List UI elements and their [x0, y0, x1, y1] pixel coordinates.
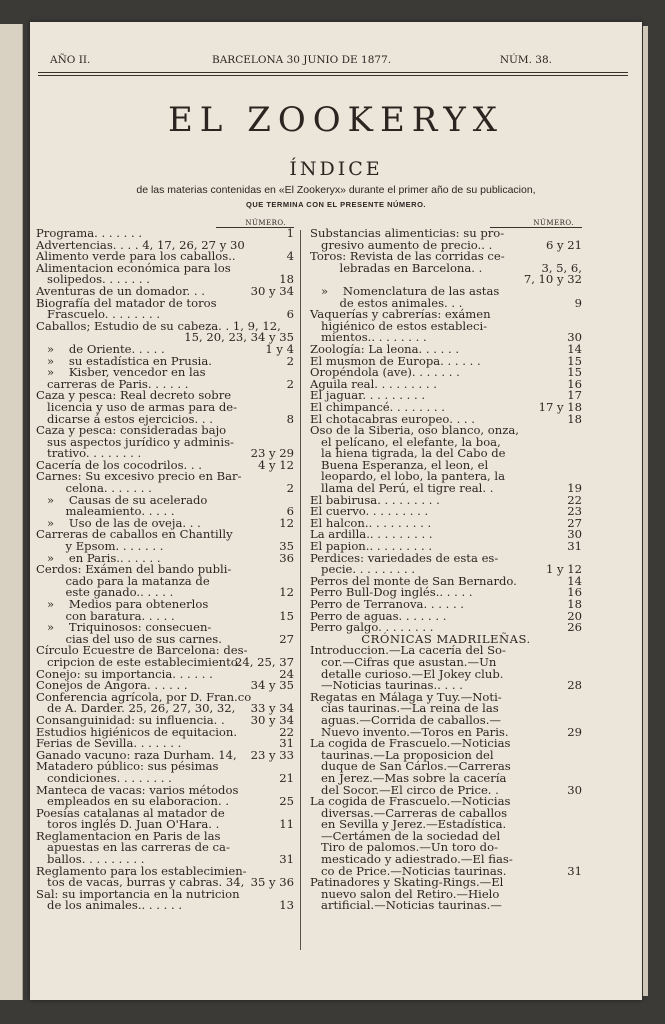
entry-issue-numbers: 1 y 12 [545, 562, 582, 577]
index-entry [36, 529, 294, 552]
index-entry [36, 367, 294, 390]
entry-text: Consanguinidad: su influencia. . [36, 712, 225, 727]
entry-issue-numbers: 27 [279, 631, 294, 646]
entry-issue-numbers: 29 [567, 724, 582, 739]
index-entry [310, 796, 582, 877]
entry-text: Cerdos: Exámen del bando publi- cado para la matanza de este ganado.. . . . . [36, 562, 232, 600]
index-entry [36, 828, 294, 867]
entry-text: El chotacabras europeo. . . . [310, 411, 475, 426]
entry-text: El papion.. . . . . . . . . [310, 539, 433, 554]
index-entry [36, 564, 294, 599]
index-entry [310, 283, 582, 310]
index-entry [310, 251, 582, 274]
index-entry [36, 390, 294, 425]
entry-issue-numbers: 31 [279, 852, 294, 867]
entry-issue-numbers: 35 y 36 [250, 875, 294, 890]
index-entry [36, 260, 294, 287]
entry-text: » en Paris.. . . . . . [36, 550, 161, 565]
entry-issue-numbers: 31 [567, 863, 582, 878]
entry-issue-numbers: 24 [279, 666, 294, 681]
header-rule-2 [38, 75, 628, 76]
entry-issue-numbers: 31 [567, 539, 582, 554]
index-entry [36, 805, 294, 832]
entry-issue-numbers: 14 [567, 573, 582, 588]
entry-issue-numbers: 25 [279, 794, 294, 809]
entry-issue-numbers: 23 y 33 [250, 747, 294, 762]
entry-text: Vaquerías y cabrerías: exámen higiénico de estos estableci- mientos.. . . . . . . . [310, 307, 491, 345]
entry-issue-numbers: 3, 5, 6, [541, 260, 582, 275]
entry-text: Toros: Revista de las corridas ce- lebradas en Barcelona. . [310, 249, 505, 275]
entry-issue-numbers: 30 y 34 [250, 712, 294, 727]
entry-text: Círculo Ecuestre de Barcelona: des- cripcion de este establecimiento. [36, 643, 248, 669]
entry-text: La cogida de Frascuelo.—Noticias taurinas.—La proposicion del duque de San Cárlos.—Carreras en Jerez.—Mas sobre la cacería del Socor.—El circo de Price. . [310, 736, 511, 797]
index-entry [310, 738, 582, 796]
index-entry [310, 309, 582, 344]
entry-text: Reglamentacion en Paris de las apuestas en las carreras de ca- ballos. . . . . . . . . [36, 828, 230, 867]
entry-text: Perdices: variedades de esta es- pecie. . . . . . . . . [310, 550, 499, 577]
entry-text: Conejo: su importancia. . . . . . [36, 666, 213, 681]
entry-text: Caballos; Estudio de su cabeza. . 1, 9, 12, [36, 318, 281, 333]
entry-text: Introduccion.—La cacería del So- cor.—Cifras que asustan.—Un detalle curioso.—El Jokey club. —Noticias taurinas.. . . . [310, 643, 506, 693]
entry-issue-numbers: 16 [567, 585, 582, 600]
index-entry [36, 761, 294, 784]
entry-text: El halcon.. . . . . . . . . [310, 515, 432, 530]
entry-text: Carnes: Su excesivo precio en Bar- celona. . . . . . . [36, 469, 242, 496]
entry-text: Alimentacion económica para los solipedos. . . . . . . [36, 260, 231, 287]
entry-text: Biografía del matador de toros Frascuelo. . . . . . . . [36, 295, 217, 322]
entry-issue-numbers: 2 [286, 353, 294, 368]
entry-issue-numbers: 18 [279, 272, 294, 287]
header-rule [38, 72, 628, 73]
entry-text: Ganado vacuno: raza Durham. 14, [36, 747, 237, 762]
entry-text: Aventuras de un domador. . . [36, 283, 205, 298]
entry-issue-numbers: 30 [567, 330, 582, 345]
entry-text: Alimento verde para los caballos.. [36, 249, 236, 264]
entry-text: » Nomenclatura de las astas de estos animales. . . [321, 283, 500, 310]
entry-issue-numbers: 15 [567, 365, 582, 380]
entry-issue-numbers: 2 [286, 481, 294, 496]
entry-text: Zoología: La leona. . . . . . [310, 341, 460, 356]
entry-issue-numbers: 36 [279, 550, 294, 565]
entry-issue-numbers: 15, 20, 23, 34 y 35 [184, 330, 294, 345]
entry-text: El musmon de Europa. . . . . . [310, 353, 481, 368]
left-column [36, 219, 294, 912]
index-entry [36, 599, 294, 622]
entry-text: Perro de Terranova. . . . . . [310, 597, 464, 611]
entry-text: Conejos de Angora. . . . . . [36, 678, 188, 693]
index-entry [310, 228, 582, 251]
entry-issue-numbers: 11 [279, 817, 294, 832]
right-column [310, 219, 582, 912]
index-entry [310, 689, 582, 739]
entry-text: » Causas de su acelerado maleamiento. . . . . [47, 492, 208, 519]
entry-issue-numbers: 12 [279, 585, 294, 600]
entry-issue-numbers: 18 [567, 411, 582, 426]
entry-text: Aguila real. . . . . . . . . [310, 376, 437, 391]
index-entry [36, 425, 294, 460]
entry-issue-numbers: 1 y 4 [265, 341, 294, 356]
entry-text: » Uso de las de oveja. . . [36, 515, 201, 530]
entry-issue-numbers: 35 [279, 539, 294, 554]
entry-issue-numbers: 6 [286, 307, 294, 322]
entry-text: Perro galgo. . . . . . . . [310, 620, 434, 635]
entry-text: Patinadores y Skating-Rings.—El nuevo salon del Retiro.—Hielo artificial.—Noticias taurinas.— [310, 875, 504, 913]
entry-text: Advertencias. . . . 4, 17, 26, 27 y 30 [36, 237, 245, 252]
index-entry [36, 622, 294, 645]
entry-text: Regatas en Málaga y Tuy.—Noti- cias taurinas.—La reina de las aguas.—Corrida de caballos.— Nuevo invento.—Toros en Paris. [310, 689, 509, 739]
entry-text: El jaguar. . . . . . . . . [310, 388, 426, 403]
entry-issue-numbers: 30 y 34 [250, 283, 294, 298]
entry-text: El cuervo. . . . . . . . . [310, 504, 429, 519]
entry-text: » Kisber, vencedor en las carreras de Paris. . . . . . [47, 365, 206, 391]
entry-text: Perro de aguas. . . . . . . [310, 608, 447, 623]
entry-text: La cogida de Frascuelo.—Noticias diversas.—Carreras de caballos en Sevilla y Jerez.—Estadística. —Certámen de la sociedad del Tiro de palomos.—Un toro do- mesticado y adiestrado.—El fias- co de Price.—Noticias taurinas. [310, 794, 513, 878]
index-entry [310, 622, 582, 634]
entry-text: Substancias alimenticias: su pro- gresivo aumento de precio.. . [310, 226, 505, 252]
entry-issue-numbers: 22 [279, 724, 294, 739]
entry-text: Perro Bull-Dog inglés.. . . . . [310, 585, 473, 600]
entry-issue-numbers: 15 [567, 353, 582, 368]
index-subtitle-2: QUE TERMINA CON EL PRESENTE NÚMERO. [245, 200, 426, 209]
entry-issue-numbers: 28 [567, 678, 582, 693]
entry-text: » de Oriente. . . . . [36, 341, 165, 356]
entry-text: Matadero público: sus pésimas condiciones. . . . . . . . [36, 759, 219, 785]
entry-issue-numbers: 26 [567, 620, 582, 635]
index-entry [36, 886, 294, 913]
index-entry [310, 877, 582, 912]
index-title: ÍNDICE [289, 158, 383, 180]
entry-issue-numbers: 17 [567, 388, 582, 403]
index-entry [36, 863, 294, 890]
newspaper-page [30, 22, 642, 1000]
entry-text: Estudios higiénicos de equitacion. [36, 724, 238, 739]
entry-text: El babirusa. . . . . . . . . [310, 492, 440, 507]
left-column-header: NÚMERO. [216, 219, 294, 228]
entry-issue-numbers: 31 [279, 736, 294, 751]
index-entry [36, 492, 294, 519]
entry-issue-numbers: 19 [567, 481, 582, 496]
entry-issue-numbers: 4 y 12 [257, 457, 294, 472]
entry-issue-numbers: 15 [279, 608, 294, 623]
entry-issue-numbers: 34 y 35 [250, 678, 294, 693]
entry-text: Manteca de vacas: varios métodos empleados en su elaboracion. . [36, 782, 239, 809]
entry-text: Programa. . . . . . . [36, 226, 143, 240]
entry-text: Oropéndola (ave). . . . . . . [310, 365, 460, 380]
entry-issue-numbers: 33 y 34 [250, 701, 294, 716]
entry-issue-numbers: 9 [574, 295, 582, 310]
entry-text: Reglamento para los establecimien- tos de vacas, burras y cabras. 34, [36, 863, 247, 890]
dateline: BARCELONA 30 JUNIO DE 1877. [212, 54, 392, 66]
entry-text: Conferencia agrícola, por D. Fran.co de A. Darder. 25, 26, 27, 30, 32, [36, 689, 252, 716]
entry-issue-numbers: 18 [567, 597, 582, 611]
index-entry [36, 645, 294, 668]
column-separator [300, 230, 301, 950]
entry-text: Carreras de caballos en Chantilly y Epsom. . . . . . . [36, 527, 233, 554]
entry-issue-numbers: 2 [286, 376, 294, 391]
index-subtitle: de las materias contenidas en «El Zookeryx» durante el primer año de su publicacion, [136, 184, 536, 196]
entry-issue-numbers: 7, 10 y 32 [523, 272, 582, 287]
entry-text: Poesías catalanas al matador de toros inglés D. Juan O'Hara. . [36, 805, 225, 832]
entry-issue-numbers: 27 [567, 515, 582, 530]
page-edge [643, 26, 648, 996]
entry-text: Sal: su importancia en la nutricion de los animales.. . . . . . [36, 886, 240, 913]
entry-issue-numbers: 30 [567, 782, 582, 797]
entry-issue-numbers: 23 y 29 [250, 446, 294, 461]
entry-issue-numbers: 23 [567, 504, 582, 519]
entry-text: Oso de la Siberia, oso blanco, onza, el pelícano, el elefante, la boa, la hiena tigrada, la del Cabo de Buena Esperanza, el leon, el leopardo, el lobo, la pantera, la llama del Perú, el tigre real. . [310, 423, 519, 496]
index-entry [36, 295, 294, 322]
entry-issue-numbers: 30 [567, 527, 582, 542]
entry-issue-numbers: 24, 25, 37 [235, 654, 294, 669]
entry-issue-numbers: 8 [286, 411, 294, 426]
left-entry-list [36, 228, 294, 912]
entry-issue-numbers: 16 [567, 376, 582, 391]
entry-issue-numbers: 22 [567, 492, 582, 507]
entry-text: La ardilla.. . . . . . . . . [310, 527, 433, 542]
newspaper-title: EL ZOOKERYX [167, 100, 504, 140]
right-entry-list [310, 228, 582, 634]
index-entry [36, 782, 294, 809]
entry-text: » Medios para obtenerlos con baratura. . . . . [47, 597, 209, 623]
section-heading: CRÓNICAS MADRILEÑAS. [361, 631, 531, 646]
index-entry [36, 471, 294, 494]
entry-text: Cacería de los cocodrilos. . . [36, 457, 202, 472]
previous-page-edge [0, 24, 23, 1000]
right-column-header: NÚMERO. [490, 219, 582, 228]
entry-issue-numbers: 13 [279, 898, 294, 913]
entry-text: Caza y pesca: consideradas bajo sus aspectos jurídico y adminis- trativo. . . . . . . . [36, 423, 234, 461]
entry-text: » Triquinosos: consecuen- cias del uso de sus carnes. [47, 620, 222, 646]
year-label: AÑO II. [50, 54, 91, 66]
index-entry [310, 550, 582, 577]
entry-issue-numbers: 12 [279, 515, 294, 530]
entry-issue-numbers: 20 [567, 608, 582, 623]
entry-text: Perros del monte de San Bernardo. [310, 573, 517, 588]
entry-text: Caza y pesca: Real decreto sobre licencia y uso de armas para de- dicarse á estos ejercicios. . . [36, 388, 238, 426]
cronicas-list [310, 645, 582, 912]
masthead-info [30, 54, 642, 68]
entry-issue-numbers: 6 y 21 [545, 237, 582, 252]
entry-issue-numbers: 6 [286, 504, 294, 519]
entry-issue-numbers: 14 [567, 341, 582, 356]
entry-issue-numbers: 1 [286, 226, 294, 240]
index-entry [310, 425, 582, 495]
index-entry [310, 645, 582, 691]
entry-issue-numbers: 4 [286, 249, 294, 264]
entry-text: » su estadística en Prusia. [36, 353, 212, 368]
issue-number: NÚM. 38. [499, 54, 552, 66]
entry-issue-numbers: 21 [279, 770, 294, 785]
entry-text: Ferias de Sevilla. . . . . . . [36, 736, 182, 751]
entry-text: El chimpancé. . . . . . . . [310, 399, 445, 414]
entry-issue-numbers: 17 y 18 [538, 399, 582, 414]
index-entry [36, 689, 294, 716]
